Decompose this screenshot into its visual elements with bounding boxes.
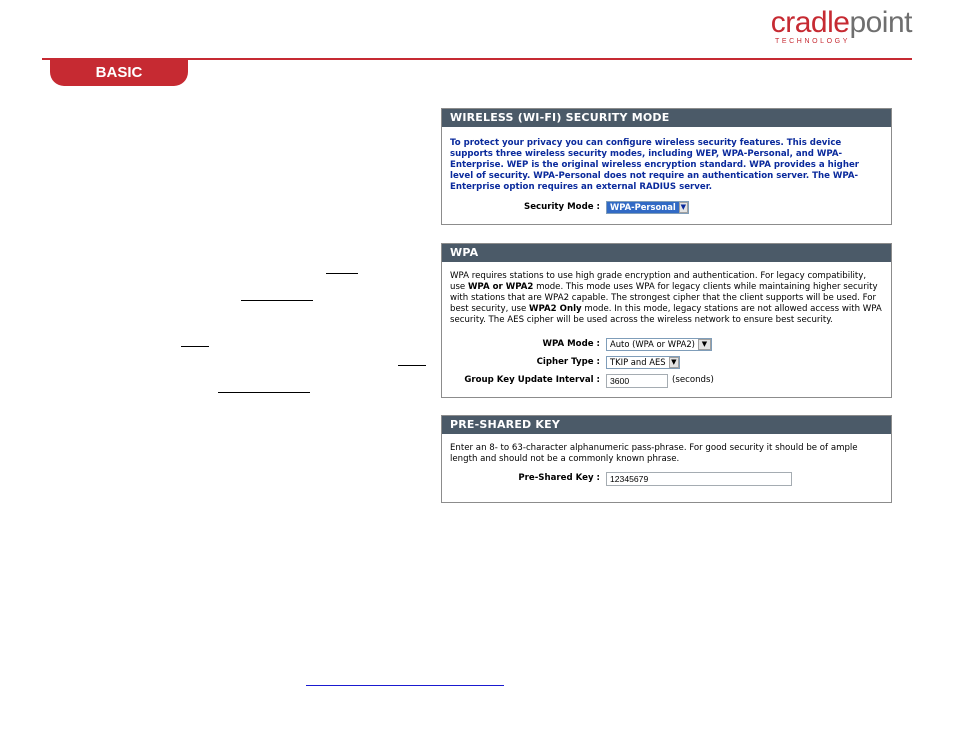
left-link-underline-3[interactable] — [181, 346, 209, 347]
cipher-type-label: Cipher Type : — [536, 357, 600, 367]
logo-subtitle: TECHNOLOGY — [774, 38, 850, 45]
left-link-underline-2[interactable] — [241, 300, 313, 301]
left-link-underline-1[interactable] — [326, 273, 358, 274]
group-key-interval-input[interactable] — [606, 374, 668, 388]
left-link-underline-4[interactable] — [398, 365, 426, 366]
security-mode-title: WIRELESS (WI-FI) SECURITY MODE — [442, 109, 891, 127]
bottom-link-underline[interactable] — [306, 685, 504, 686]
security-mode-value: WPA-Personal — [607, 202, 679, 213]
wpa-panel — [441, 243, 892, 398]
left-link-underline-5[interactable] — [218, 392, 310, 393]
wpa-title: WPA — [442, 244, 891, 262]
tab-basic[interactable]: BASIC — [50, 58, 188, 86]
psk-input[interactable] — [606, 472, 792, 486]
chevron-down-icon[interactable]: ▼ — [669, 357, 679, 368]
logo-word-cradle: cradle — [770, 6, 850, 39]
cradlepoint-logo — [771, 8, 912, 45]
psk-title: PRE-SHARED KEY — [442, 416, 891, 434]
wpa-mode-value: Auto (WPA or WPA2) — [610, 339, 695, 349]
chevron-down-icon[interactable]: ▼ — [698, 339, 711, 350]
group-key-interval-unit: (seconds) — [672, 375, 714, 385]
wpa-mode-label: WPA Mode : — [542, 339, 600, 349]
chevron-down-icon[interactable]: ▼ — [680, 203, 687, 211]
cipher-type-select[interactable] — [606, 356, 680, 369]
cipher-type-value: TKIP and AES — [610, 357, 666, 367]
wpa-description: WPA requires stations to use high grade encryption and authentication. For legacy compatibility, use WPA or WPA2 mode. This mode uses WPA for legacy clients while maintaining higher security with stations that are WPA2 capable. The strongest cipher that the client supports will be used. For best security, use WPA2 Only mode. In this mode, legacy stations are not allowed access with WPA security. The AES cipher will be used across the wireless network to ensure best security. — [450, 271, 882, 325]
group-key-interval-label: Group Key Update Interval : — [464, 375, 600, 385]
security-mode-label: Security Mode : — [524, 202, 600, 212]
logo-word-point: point — [849, 6, 912, 39]
security-mode-panel — [441, 108, 892, 225]
psk-label: Pre-Shared Key : — [518, 473, 600, 483]
psk-panel — [441, 415, 892, 503]
wpa-mode-select[interactable] — [606, 338, 712, 351]
security-mode-description: To protect your privacy you can configure wireless security features. This device supports three wireless security modes, including WEP, WPA-Personal, and WPA-Enterprise. WEP is the original wireless encryption standard. WPA provides a higher level of security. WPA-Personal does not require an authentication server. The WPA-Enterprise option requires an external RADIUS server. — [450, 138, 860, 192]
security-mode-select[interactable] — [606, 201, 689, 214]
psk-description: Enter an 8- to 63-character alphanumeric pass-phrase. For good security it should be of ample length and should not be a commonly known phrase. — [450, 443, 858, 464]
